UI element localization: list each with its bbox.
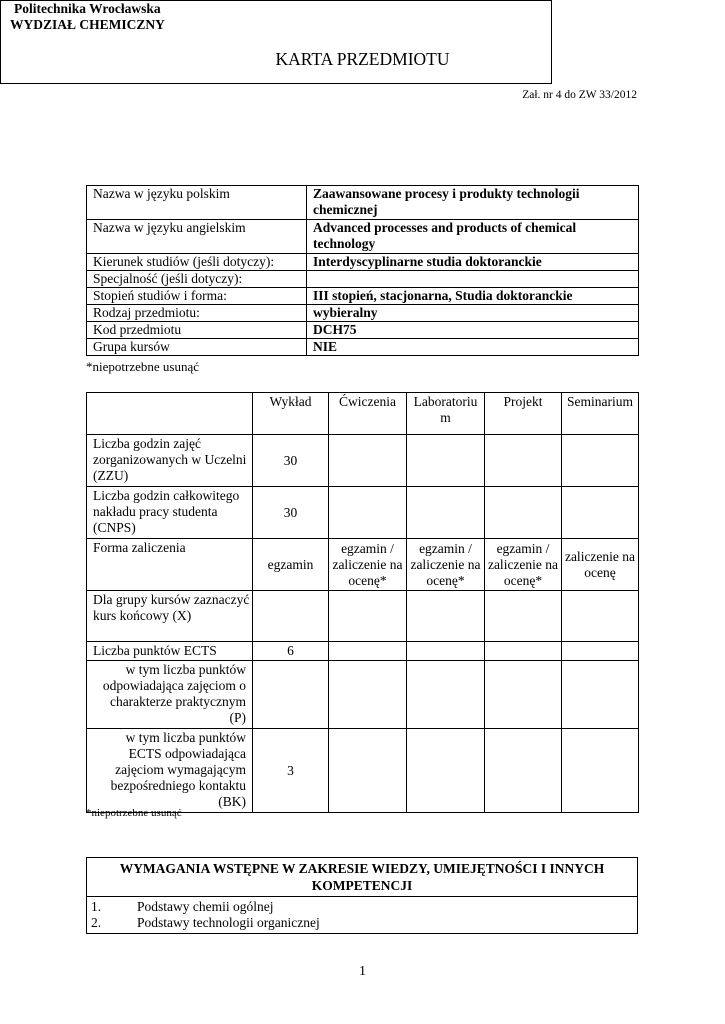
cell-seminar [562, 729, 639, 813]
faculty-name: WYDZIAŁ CHEMICZNY [10, 17, 165, 32]
document-title: KARTA PRZEDMIOTU [275, 49, 450, 69]
prerequisites-title-row [87, 858, 638, 897]
list-item [91, 915, 633, 931]
prerequisites-list [87, 897, 638, 934]
list-item-number: 2. [91, 915, 102, 930]
cell-laboratory [407, 729, 485, 813]
info-row [87, 288, 639, 305]
row-label: Dla grupy kursów zaznaczyć kurs końcowy (X) [87, 591, 253, 642]
row-label: Liczba godzin całkowitego nakładu pracy studenta (CNPS) [87, 487, 253, 539]
info-label: Kod przedmiotu [87, 322, 307, 339]
info-value: DCH75 [307, 322, 639, 339]
cell-laboratory [407, 642, 485, 661]
cell-seminar [562, 487, 639, 539]
info-value: Zaawansowane procesy i produkty technologii chemicznej [307, 186, 639, 220]
prerequisites-table [86, 857, 638, 934]
info-value: Advanced processes and products of chemical technology [307, 220, 639, 254]
table-row [87, 435, 639, 487]
footnote: *niepotrzebne usunąć [86, 359, 199, 374]
list-item-text: Podstawy chemii ogólnej [137, 899, 274, 914]
cell-laboratory: egzamin / zaliczenie na ocenę* [407, 539, 485, 591]
info-label: Stopień studiów i forma: [87, 288, 307, 305]
row-label: Liczba punktów ECTS [87, 642, 253, 661]
list-item-number: 1. [91, 899, 102, 914]
cell-laboratory [407, 661, 485, 729]
info-value: wybieralny [307, 305, 639, 322]
cell-seminar [562, 661, 639, 729]
table-row [87, 642, 639, 661]
info-label: Rodzaj przedmiotu: [87, 305, 307, 322]
table-header-row [87, 393, 639, 435]
cell-lecture: egzamin [253, 539, 329, 591]
info-row [87, 339, 639, 356]
cell-exercises [329, 729, 407, 813]
cell-project [485, 591, 562, 642]
row-label: Liczba godzin zajęć zorganizowanych w Uczelni (ZZU) [87, 435, 253, 487]
cell-project [485, 487, 562, 539]
cell-lecture [253, 591, 329, 642]
table-row [87, 487, 639, 539]
course-forms-table [86, 392, 639, 813]
info-label: Specjalność (jeśli dotyczy): [87, 271, 307, 288]
institution-block [10, 1, 165, 33]
info-row [87, 254, 639, 271]
annex-reference: Zał. nr 4 do ZW 33/2012 [522, 89, 637, 101]
page-number: 1 [359, 964, 366, 979]
table-row [87, 539, 639, 591]
info-value: Interdyscyplinarne studia doktoranckie [307, 254, 639, 271]
row-label: Forma zaliczenia [87, 539, 253, 591]
info-row [87, 186, 639, 220]
cell-seminar [562, 435, 639, 487]
cell-project [485, 435, 562, 487]
cell-seminar: zaliczenie na ocenę [562, 539, 639, 591]
info-value [307, 271, 639, 288]
info-row [87, 220, 639, 254]
cell-exercises [329, 435, 407, 487]
info-label: Kierunek studiów (jeśli dotyczy): [87, 254, 307, 271]
table-row [87, 729, 639, 813]
cell-exercises [329, 642, 407, 661]
info-row [87, 271, 639, 288]
info-label: Nazwa w języku angielskim [87, 220, 307, 254]
cell-laboratory [407, 591, 485, 642]
cell-lecture [253, 661, 329, 729]
course-info-table [86, 185, 639, 356]
header-cell-empty [87, 393, 253, 435]
header-cell-laboratory: Laboratorium [407, 393, 485, 435]
info-row [87, 322, 639, 339]
info-value: NIE [307, 339, 639, 356]
header-cell-seminar: Seminarium [562, 393, 639, 435]
prerequisites-title: WYMAGANIA WSTĘPNE W ZAKRESIE WIEDZY, UMIEJĘTNOŚCI I INNYCH KOMPETENCJI [87, 858, 638, 897]
cell-project [485, 642, 562, 661]
cell-laboratory [407, 435, 485, 487]
header-cell-project: Projekt [485, 393, 562, 435]
list-item-text: Podstawy technologii organicznej [137, 915, 320, 930]
cell-project [485, 729, 562, 813]
cell-project [485, 661, 562, 729]
table-row [87, 591, 639, 642]
cell-lecture: 30 [253, 487, 329, 539]
cell-lecture: 3 [253, 729, 329, 813]
table-row [87, 661, 639, 729]
cell-exercises [329, 591, 407, 642]
cell-exercises [329, 661, 407, 729]
cell-lecture: 30 [253, 435, 329, 487]
footnote: *niepotrzebne usunąć [86, 807, 182, 819]
list-item [91, 899, 633, 915]
row-label: w tym liczba punktów odpowiadająca zajęciom o charakterze praktycznym (P) [87, 661, 253, 729]
cell-lecture: 6 [253, 642, 329, 661]
university-name: Politechnika Wrocławska [14, 1, 161, 16]
header-cell-lecture: Wykład [253, 393, 329, 435]
info-value: III stopień, stacjonarna, Studia doktoranckie [307, 288, 639, 305]
info-row [87, 305, 639, 322]
cell-exercises: egzamin / zaliczenie na ocenę* [329, 539, 407, 591]
cell-laboratory [407, 487, 485, 539]
cell-seminar [562, 591, 639, 642]
info-label: Nazwa w języku polskim [87, 186, 307, 220]
header-cell-exercises: Ćwiczenia [329, 393, 407, 435]
cell-project: egzamin / zaliczenie na ocenę* [485, 539, 562, 591]
header-box [0, 0, 552, 84]
info-label: Grupa kursów [87, 339, 307, 356]
cell-seminar [562, 642, 639, 661]
prerequisites-list-row [87, 897, 638, 934]
cell-exercises [329, 487, 407, 539]
row-label: w tym liczba punktów ECTS odpowiadająca zajęciom wymagającym bezpośredniego kontaktu (BK) [87, 729, 253, 813]
